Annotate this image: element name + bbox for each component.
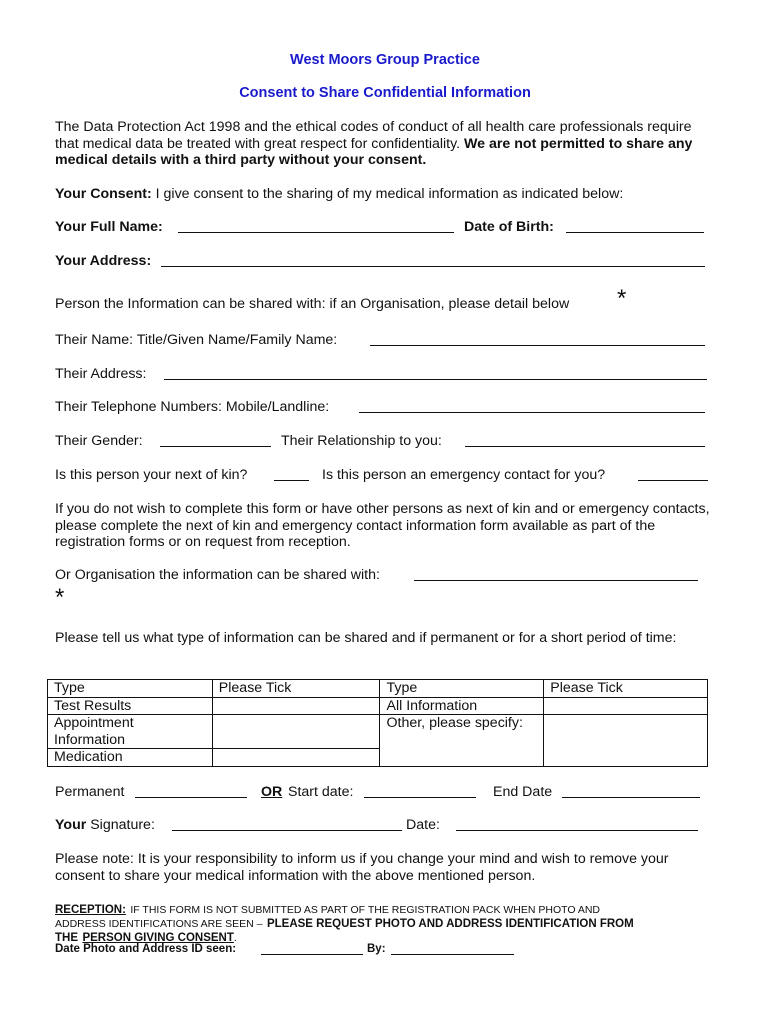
dob-field[interactable] <box>566 221 704 233</box>
emergency-contact-field[interactable] <box>638 469 708 481</box>
reception-period: . <box>233 932 237 944</box>
address-field[interactable] <box>161 255 705 267</box>
table-header: Please Tick <box>544 680 708 698</box>
their-relationship-label: Their Relationship to you: <box>281 433 442 449</box>
signature-date-label: Date: <box>406 817 440 833</box>
their-gender-label: Their Gender: <box>55 433 143 449</box>
next-of-kin-label: Is this person your next of kin? <box>55 467 248 483</box>
start-date-field[interactable] <box>364 786 476 798</box>
permanent-label: Permanent <box>55 784 125 800</box>
table-cell-type: All Information <box>380 697 544 715</box>
person-shared-label: Person the Information can be shared with: if an Organisation, please detail below <box>55 296 570 312</box>
consent-text: I give consent to the sharing of my medical information as indicated below: <box>155 186 624 202</box>
table-cell-type: Medication <box>48 749 213 767</box>
date-seen-label: Date Photo and Address ID seen: <box>55 943 237 955</box>
please-note-paragraph: Please note: It is your responsibility to inform us if you change your mind and wish to remove your consent to share your medical information with the above mentioned person. <box>55 851 669 884</box>
their-address-field[interactable] <box>164 368 707 380</box>
reception-text-2: ADDRESS IDENTIFICATIONS ARE SEEN – <box>55 918 263 930</box>
info-type-table <box>47 679 708 767</box>
by-label: By: <box>367 943 386 955</box>
table-header: Type <box>48 680 213 698</box>
table-header: Type <box>380 680 544 698</box>
organisation-label: Or Organisation the information can be shared with: <box>55 567 380 583</box>
full-name-field[interactable] <box>178 221 454 233</box>
reception-bold-2: PLEASE REQUEST PHOTO AND ADDRESS IDENTIFICATION FROM <box>266 918 634 930</box>
tick-cell[interactable] <box>212 749 380 767</box>
kin-note-paragraph: If you do not wish to complete this form or have other persons as next of kin and or emergency contacts, please complete the next of kin and emergency contact information form available as part of the registration forms or on request from reception. <box>55 501 710 550</box>
next-of-kin-field[interactable] <box>274 469 309 481</box>
their-phone-label: Their Telephone Numbers: Mobile/Landline: <box>55 399 330 415</box>
consent-statement <box>55 186 623 202</box>
table-cell-type: Other, please specify: <box>380 715 544 767</box>
permanent-field[interactable] <box>135 786 247 798</box>
reception-label: RECEPTION: <box>55 904 126 916</box>
form-title: Consent to Share Confidential Information <box>239 85 531 101</box>
their-name-field[interactable] <box>370 334 705 346</box>
consent-label: Your Consent: <box>55 186 152 202</box>
table-cell-type: Test Results <box>48 697 213 715</box>
table-header: Please Tick <box>212 680 380 698</box>
info-type-question: Please tell us what type of information can be shared and if permanent or for a short period of time: <box>55 630 677 646</box>
date-seen-field[interactable] <box>261 944 363 955</box>
address-label: Your Address: <box>55 253 152 269</box>
end-date-label: End Date <box>493 784 553 800</box>
table-row <box>48 715 708 749</box>
or-label: OR <box>261 784 283 800</box>
table-row <box>48 697 708 715</box>
reception-text-1: IF THIS FORM IS NOT SUBMITTED AS PART OF THE REGISTRATION PACK WHEN PHOTO AND <box>130 904 601 916</box>
signature-your: Your <box>55 817 87 833</box>
their-gender-field[interactable] <box>160 435 271 447</box>
end-date-field[interactable] <box>562 786 700 798</box>
intro-paragraph <box>55 119 715 169</box>
tick-cell[interactable] <box>212 715 380 749</box>
tick-cell[interactable] <box>212 697 380 715</box>
intro-text: The Data Protection Act 1998 and the ethical codes of conduct of all health care professionals require that medical data be treated with great respect for confidentiality. <box>55 119 692 152</box>
their-phone-field[interactable] <box>359 401 705 413</box>
signature-field[interactable] <box>172 819 402 831</box>
intro-bold: We are not permitted to share any medical details with a third party without your consent. <box>55 135 693 168</box>
signature-date-field[interactable] <box>456 819 698 831</box>
full-name-label: Your Full Name: <box>55 219 163 235</box>
signature-text: Signature: <box>90 817 155 833</box>
dob-label: Date of Birth: <box>464 219 554 235</box>
organisation-field[interactable] <box>414 569 698 581</box>
table-cell-type: Appointment Information <box>48 715 213 749</box>
asterisk-mark-2: * <box>55 584 65 611</box>
practice-name: West Moors Group Practice <box>290 52 480 68</box>
tick-cell[interactable] <box>544 697 708 715</box>
emergency-contact-label: Is this person an emergency contact for you? <box>322 467 606 483</box>
their-name-label: Their Name: Title/Given Name/Family Name: <box>55 332 338 348</box>
their-relationship-field[interactable] <box>465 435 705 447</box>
tick-cell[interactable] <box>544 715 708 767</box>
reception-bold-3a: THE <box>55 932 78 944</box>
their-address-label: Their Address: <box>55 366 147 382</box>
asterisk-mark: * <box>617 285 627 312</box>
reception-bold-3b: PERSON GIVING CONSENT <box>82 932 234 944</box>
signature-label <box>55 817 155 833</box>
start-date-label: Start date: <box>288 784 354 800</box>
by-field[interactable] <box>391 944 514 955</box>
table-row <box>48 680 708 698</box>
